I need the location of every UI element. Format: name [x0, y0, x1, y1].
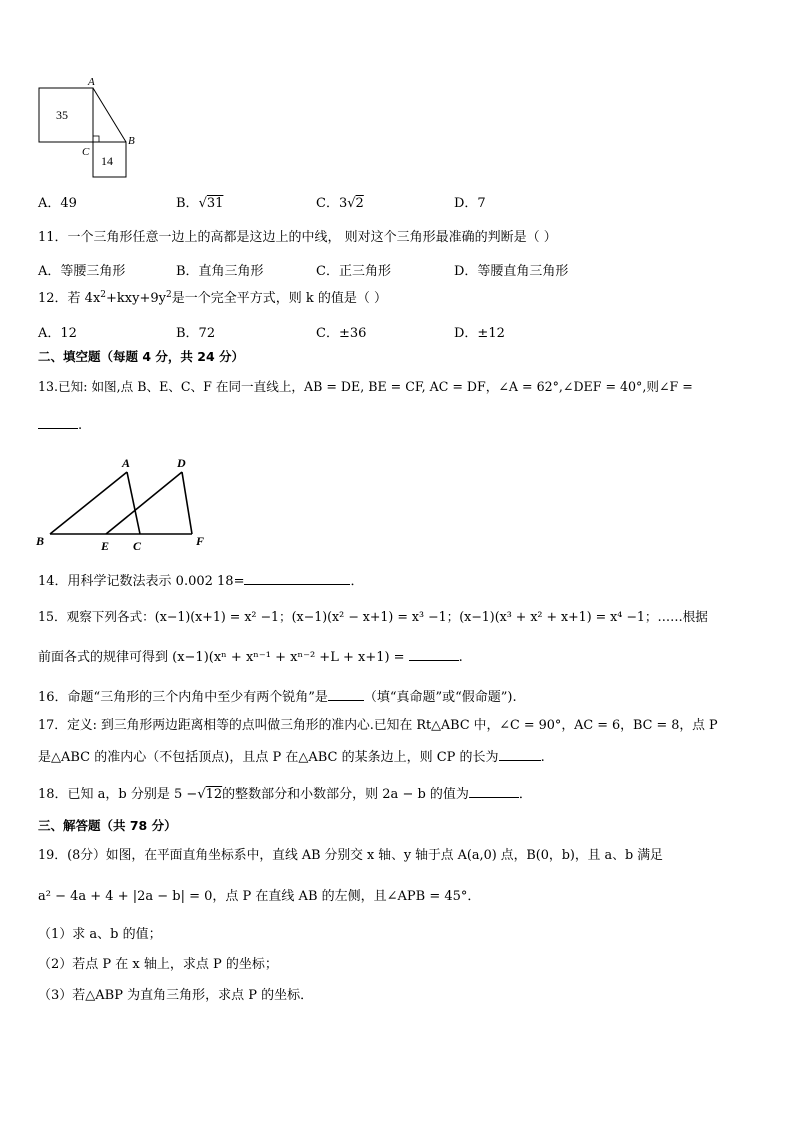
hypotenuse-ab [93, 88, 126, 142]
q10-option-b: B．√31 [176, 196, 224, 211]
q12-sup2: 2 [165, 290, 172, 300]
label-b: B [36, 534, 45, 548]
q19-line1: 19．(8分）如图，在平面直角坐标系中，直线 AB 分别交 x 轴、y 轴于点 A(a,0) 点，B(0，b)，且 a、b 满足 [38, 848, 663, 863]
q14-text: 14．用科学记数法表示 0.002 18= [38, 574, 245, 589]
q11-stem: 11．一个三角形任意一边上的高都是这边上的中线， 则对这个三角形最准确的判断是（ ） [38, 230, 557, 245]
label-a: A [122, 456, 131, 470]
q12-option-c: C．±36 [316, 326, 367, 341]
q12-stem-b: +kxy+9y [106, 291, 166, 306]
q12-option-b: B．72 [176, 326, 216, 341]
q12-option-a: A．12 [38, 326, 77, 341]
q18-mid: 的整数部分和小数部分，则 2a − b 的值为 [222, 787, 469, 802]
q16-blank[interactable] [328, 688, 364, 701]
label-e: E [101, 539, 110, 553]
q12-sup1: 2 [100, 290, 107, 300]
q17-line2 [38, 748, 545, 767]
q12-stem [38, 290, 387, 308]
area-small: 14 [101, 154, 113, 168]
segment-ba [50, 472, 127, 534]
segment-ac [127, 472, 140, 534]
section-2-heading: 二、填空题（每题 4 分，共 24 分） [38, 349, 245, 364]
q13-answer-line [38, 416, 82, 435]
q13-tail: . [78, 418, 83, 433]
q14-blank[interactable] [244, 572, 350, 585]
q10-option-c-prefix: C．3 [316, 196, 348, 211]
q17-text: 是△ABC 的准内心（不包括顶点)，且点 P 在△ABC 的某条边上，则 CP 的长为 [38, 750, 499, 765]
q18-radicand: 12 [205, 787, 223, 802]
q17-line1: 17．定义: 到三角形两边距离相等的点叫做三角形的准内心.已知在 Rt△ABC 中，∠C = 90°，AC = 6，BC = 8，点 P [38, 718, 718, 733]
area-big: 35 [56, 108, 68, 122]
q10-option-c: C．3√2 [316, 196, 364, 211]
q11-option-d: D．等腰直角三角形 [454, 264, 569, 279]
q10-option-d: D．7 [454, 196, 486, 211]
q17-blank[interactable] [499, 748, 541, 761]
segment-ed [106, 472, 182, 534]
label-c: C [82, 146, 90, 158]
q17-tail: . [540, 750, 545, 765]
label-b: B [128, 135, 135, 147]
q15-blank[interactable] [409, 648, 459, 661]
label-f: F [196, 534, 205, 548]
label-a: A [88, 76, 95, 88]
q14-tail: ． [350, 574, 364, 589]
q11-option-b: B．直角三角形 [176, 264, 264, 279]
q19-sub2: （2）若点 P 在 x 轴上，求点 P 的坐标； [38, 957, 278, 972]
q18-stem: 18．已知 a，b 分别是 5 −√12的整数部分和小数部分，则 2a − b 的值为 ． [38, 787, 532, 802]
q11-option-a: A．等腰三角形 [38, 264, 126, 279]
q15-tail: . [458, 650, 463, 665]
segment-df [182, 472, 192, 534]
q10-option-b-prefix: B． [176, 196, 199, 211]
q14-stem [38, 572, 363, 591]
q10-option-c-radicand: 2 [355, 196, 364, 211]
q10-option-b-radicand: 31 [206, 196, 224, 211]
q11-option-c: C．正三角形 [316, 264, 391, 279]
label-c: C [133, 539, 142, 553]
q16-text: 16．命题“三角形的三个内角中至少有两个锐角”是 [38, 690, 328, 705]
q10-option-a: A．49 [38, 196, 77, 211]
q19-line2: a² − 4a + 4 + |2a − b| = 0，点 P 在直线 AB 的左侧，且∠APB = 45°． [38, 889, 481, 904]
q18-pre: 18．已知 a，b 分别是 5 − [38, 787, 198, 802]
q10-figure [30, 72, 150, 182]
q13-figure [30, 452, 220, 556]
q13-blank[interactable] [38, 416, 78, 429]
q16-stem [38, 688, 517, 707]
q15-line1: 15．观察下列各式：(x−1)(x+1) = x² −1；(x−1)(x² − x+1) = x³ −1；(x−1)(x³ + x² + x+1) = x⁴ −1；……根据 [38, 609, 708, 624]
q13-stem: 13.已知: 如图,点 B、E、C、F 在同一直线上，AB = DE, BE = CF, AC = DF，∠A = 62°,∠DEF = 40°,则∠F = [38, 379, 693, 394]
q19-sub3: （3）若△ABP 为直角三角形，求点 P 的坐标． [38, 988, 314, 1003]
q19-sub1: （1）求 a、b 的值； [38, 927, 162, 942]
q12-stem-c: 是一个完全平方式，则 k 的值是（ ） [171, 291, 387, 306]
right-angle-mark [93, 136, 99, 142]
q16-tail: （填“真命题”或“假命题”). [363, 690, 517, 705]
q15-text: 前面各式的规律可得到 (x−1)(xⁿ + xⁿ⁻¹ + xⁿ⁻² +L + x+1) = [38, 650, 405, 665]
q12-stem-a: 12．若 4x [38, 291, 101, 306]
q18-blank[interactable] [469, 785, 519, 798]
q18-tail: ． [518, 787, 532, 802]
section-3-heading: 三、解答题（共 78 分） [38, 818, 177, 833]
q12-option-d: D．±12 [454, 326, 505, 341]
q15-line2 [38, 648, 463, 667]
label-d: D [177, 456, 186, 470]
